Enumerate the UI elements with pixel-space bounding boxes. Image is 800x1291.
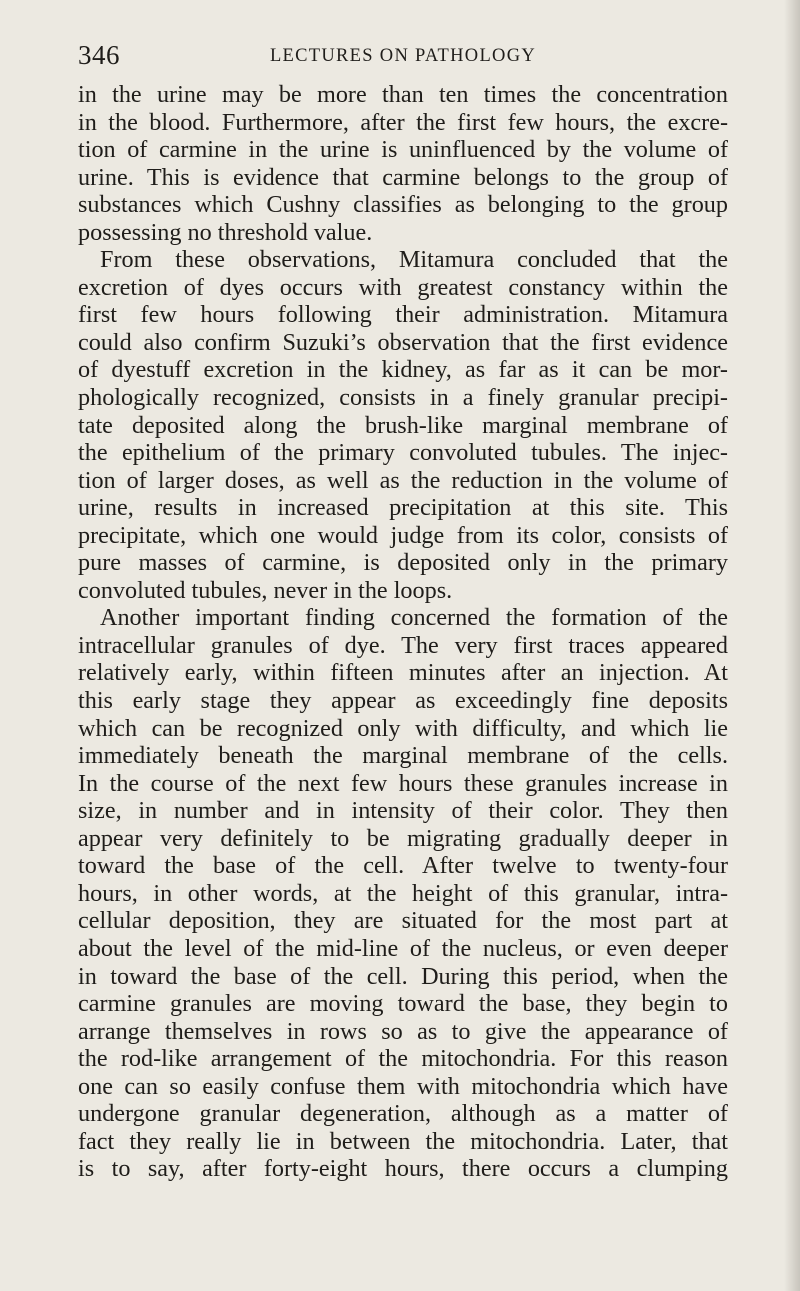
text-line: convoluted tubules, never in the loops. [78,576,453,604]
text-line: in the urine may be more than ten times the concentration [78,81,728,108]
text-line: relatively early, within fifteen minutes after an injection. At [78,659,728,687]
text-line: possessing no threshold value. [78,218,373,246]
text-line: substances which Cushny classifies as belonging to the group [78,191,728,219]
text-line: this early stage they appear as exceedingly fine deposits [78,687,728,715]
text-line: the epithelium of the primary convoluted tubules. The injec- [78,439,728,467]
text-line: excretion of dyes occurs with greatest constancy within the [78,273,728,301]
text-line: carmine granules are moving toward the base, they begin to [78,990,728,1018]
text-line: could also confirm Suzuki’s observation that the first evidence [78,328,728,356]
text-line: urine, results in increased precipitation at this site. This [78,494,728,522]
text-line: Another important finding concerned the formation of the [100,604,728,632]
text-line: one can so easily confuse them with mitochondria which have [78,1072,728,1100]
page-header [78,38,728,78]
running-title: LECTURES ON PATHOLOGY [269,46,537,66]
page-number: 346 [78,40,120,70]
text-line: is to say, after forty-eight hours, there occurs a clumping [78,1155,728,1183]
text-line: undergone granular degeneration, although as a matter of [78,1100,728,1128]
text-line: In the course of the next few hours these granules increase in [78,769,728,797]
text-line: fact they really lie in between the mitochondria. Later, that [78,1127,728,1155]
text-line: cellular deposition, they are situated for the most part at [78,907,728,935]
text-line: about the level of the mid-line of the nucleus, or even deeper [78,934,728,962]
text-line: of dyestuff excretion in the kidney, as far as it can be mor- [78,356,728,384]
text-line: arrange themselves in rows so as to give the appearance of [78,1017,728,1045]
text-line: appear very definitely to be migrating gradually deeper in [78,824,728,852]
text-line: size, in number and in intensity of their color. They then [78,797,728,825]
text-line: hours, in other words, at the height of this granular, intra- [78,879,728,907]
body-text [78,81,728,1183]
text-line: tion of larger doses, as well as the reduction in the volume of [78,466,728,494]
text-line: tate deposited along the brush-like marginal membrane of [78,411,728,439]
text-line: first few hours following their administration. Mitamura [78,301,728,329]
page-edge-shadow [784,0,800,1291]
text-line: tion of carmine in the urine is uninfluenced by the volume of [78,136,728,164]
text-line: which can be recognized only with difficulty, and which lie [78,714,728,742]
text-line: the rod-like arrangement of the mitochondria. For this reason [78,1045,728,1073]
text-line: in toward the base of the cell. During this period, when the [78,962,728,990]
text-line: in the blood. Furthermore, after the first few hours, the excre- [78,108,728,136]
text-line: urine. This is evidence that carmine belongs to the group of [78,163,728,191]
text-line: immediately beneath the marginal membrane of the cells. [78,742,728,770]
text-line: pure masses of carmine, is deposited only in the primary [78,549,728,577]
text-line: From these observations, Mitamura concluded that the [100,246,728,274]
text-line: precipitate, which one would judge from its color, consists of [78,521,728,549]
text-line: phologically recognized, consists in a finely granular precipi- [78,384,728,412]
text-line: intracellular granules of dye. The very first traces appeared [78,631,728,659]
text-line: toward the base of the cell. After twelve to twenty-four [78,852,728,880]
